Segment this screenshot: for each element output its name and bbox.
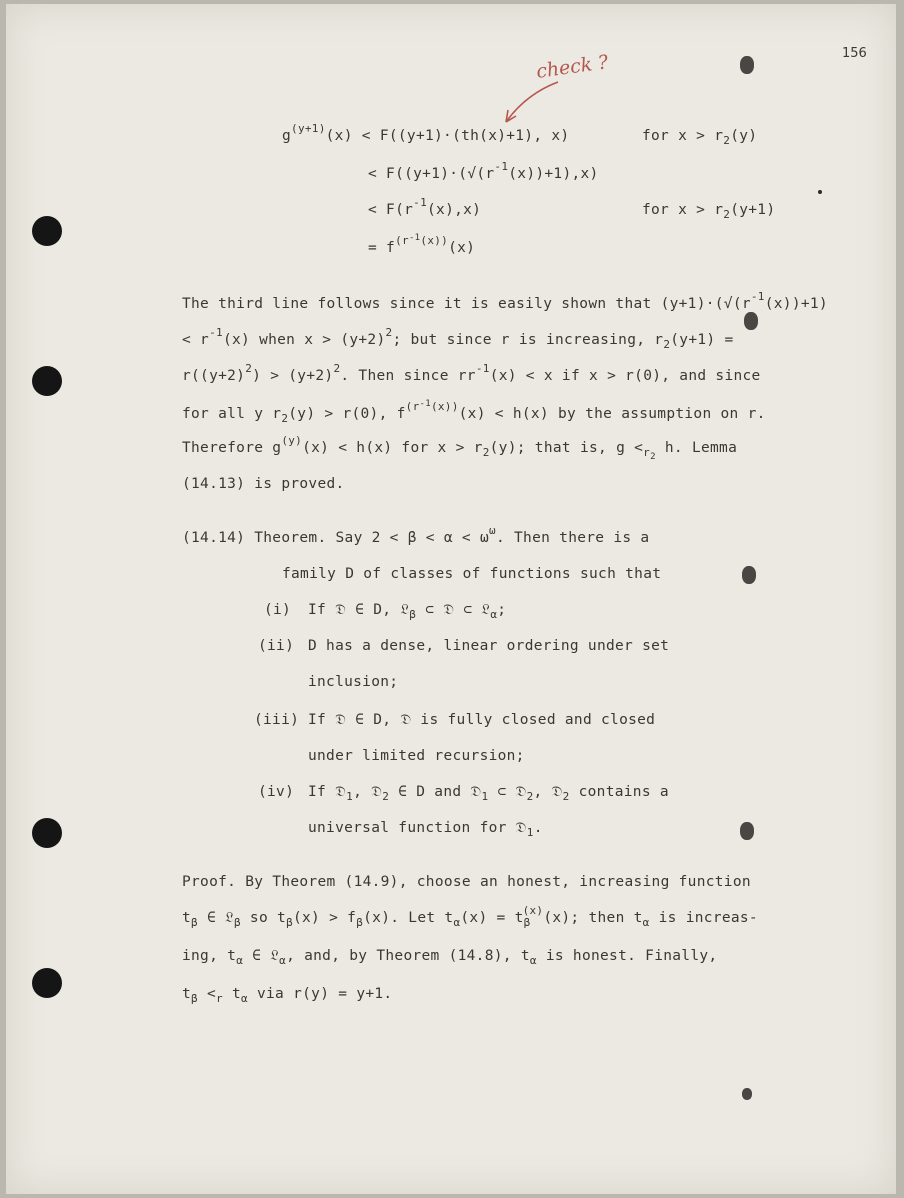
theorem-item-number: (iv) <box>258 784 295 800</box>
ink-smudge <box>740 56 754 74</box>
paragraph-line: < $r^{-1}(x)$ when $x > (y+2)^2$; but since r is increasing, $r_2(y+1)$ = <box>182 326 734 351</box>
paragraph-line: $r((y+2)^2) > (y+2)^2$. Then since $rr^{-1}(x) < x$ if x > r(0), and since <box>182 362 761 384</box>
ink-smudge <box>742 566 756 584</box>
annotation-arrow-icon <box>486 76 566 136</box>
equation-row-1-condition: for $x > r_2(y)$ <box>642 128 758 147</box>
proof-line: $t_\beta$ ∈ 𝔏$_\beta$ so $t_\beta(x) > f_\beta(x)$. Let $t_\alpha(x) = t_\beta^{(x)}(x)$; then $t_\alpha$ is increas- <box>182 904 758 929</box>
equation-row-3: < $F(r^{-1}(x),x)$ <box>368 196 482 218</box>
equation-row-3-condition: for $x > r_2(y+1)$ <box>642 202 776 221</box>
binder-hole-1 <box>32 216 62 246</box>
theorem-item-text: If 𝔇 ∈ D, 𝔏$_\beta$ ⊂ 𝔇 ⊂ 𝔏$_\alpha$; <box>308 602 507 621</box>
ink-smudge <box>744 312 758 330</box>
equation-row-1: $g^{(y+1)}(x) < F((y+1)\cdot(th(x)+1)$, x) <box>282 122 570 144</box>
theorem-item-number: (ii) <box>258 638 295 654</box>
theorem-item-text: under limited recursion; <box>308 748 525 764</box>
theorem-item-text: D has a dense, linear ordering under set <box>308 638 670 654</box>
paragraph-line: The third line follows since it is easily shown that $(y+1)\cdot(√(r^{-1}(x))+1)$ <box>182 290 828 312</box>
ink-smudge <box>740 822 754 840</box>
equation-row-4: = $f^{(r^{-1}(x))}(x)$ <box>368 233 476 256</box>
paragraph-line: Therefore $g^{(y)}(x) < h(x)$ for $x > r_2(y)$; that is, $g <_{r_2}$ h. Lemma <box>182 434 738 462</box>
ink-smudge <box>742 1088 752 1100</box>
proof-line: Proof. By Theorem (14.9), choose an honest, increasing function <box>182 874 751 890</box>
theorem-line: family D of classes of functions such that <box>282 566 662 582</box>
paragraph-line: for all y $r_2(y) > r(0)$, $f^{(r^{-1}(x))}(x) < h(x)$ by the assumption on r. <box>182 399 766 425</box>
binder-hole-2 <box>32 366 62 396</box>
page-number: 156 <box>842 46 867 61</box>
proof-line: ing, $t_\alpha$ ∈ 𝔏$_\alpha$, and, by Theorem (14.8), $t_\alpha$ is honest. Finally, <box>182 948 718 967</box>
theorem-item-text: If 𝔇 ∈ D, 𝔇 is fully closed and closed <box>308 712 656 728</box>
theorem-item-number: (i) <box>264 602 292 618</box>
binder-hole-3 <box>32 818 62 848</box>
theorem-item-text: inclusion; <box>308 674 399 690</box>
document-page <box>6 4 896 1194</box>
proof-line: $t_\beta <_r$ $t_\alpha$ via r(y) = y+1. <box>182 986 393 1005</box>
theorem-item-text: If 𝔇$_1$, 𝔇$_2$ ∈ D and 𝔇$_1$ ⊂ 𝔇$_2$, 𝔇$_2$ contains a <box>308 784 669 803</box>
ink-dot <box>818 190 822 194</box>
paragraph-line: (14.13) is proved. <box>182 476 345 492</box>
equation-row-2: < $F((y+1)\cdot(√(r^{-1}(x))+1),x)$ <box>368 160 599 182</box>
binder-hole-4 <box>32 968 62 998</box>
theorem-heading: (14.14) Theorem. Say $2 < \beta < \alpha < \omega^\omega$. Then there is a <box>182 524 650 546</box>
theorem-item-number: (iii) <box>254 712 300 728</box>
theorem-item-text: universal function for 𝔇$_1$. <box>308 820 543 839</box>
handwritten-note: check ? <box>534 51 610 83</box>
